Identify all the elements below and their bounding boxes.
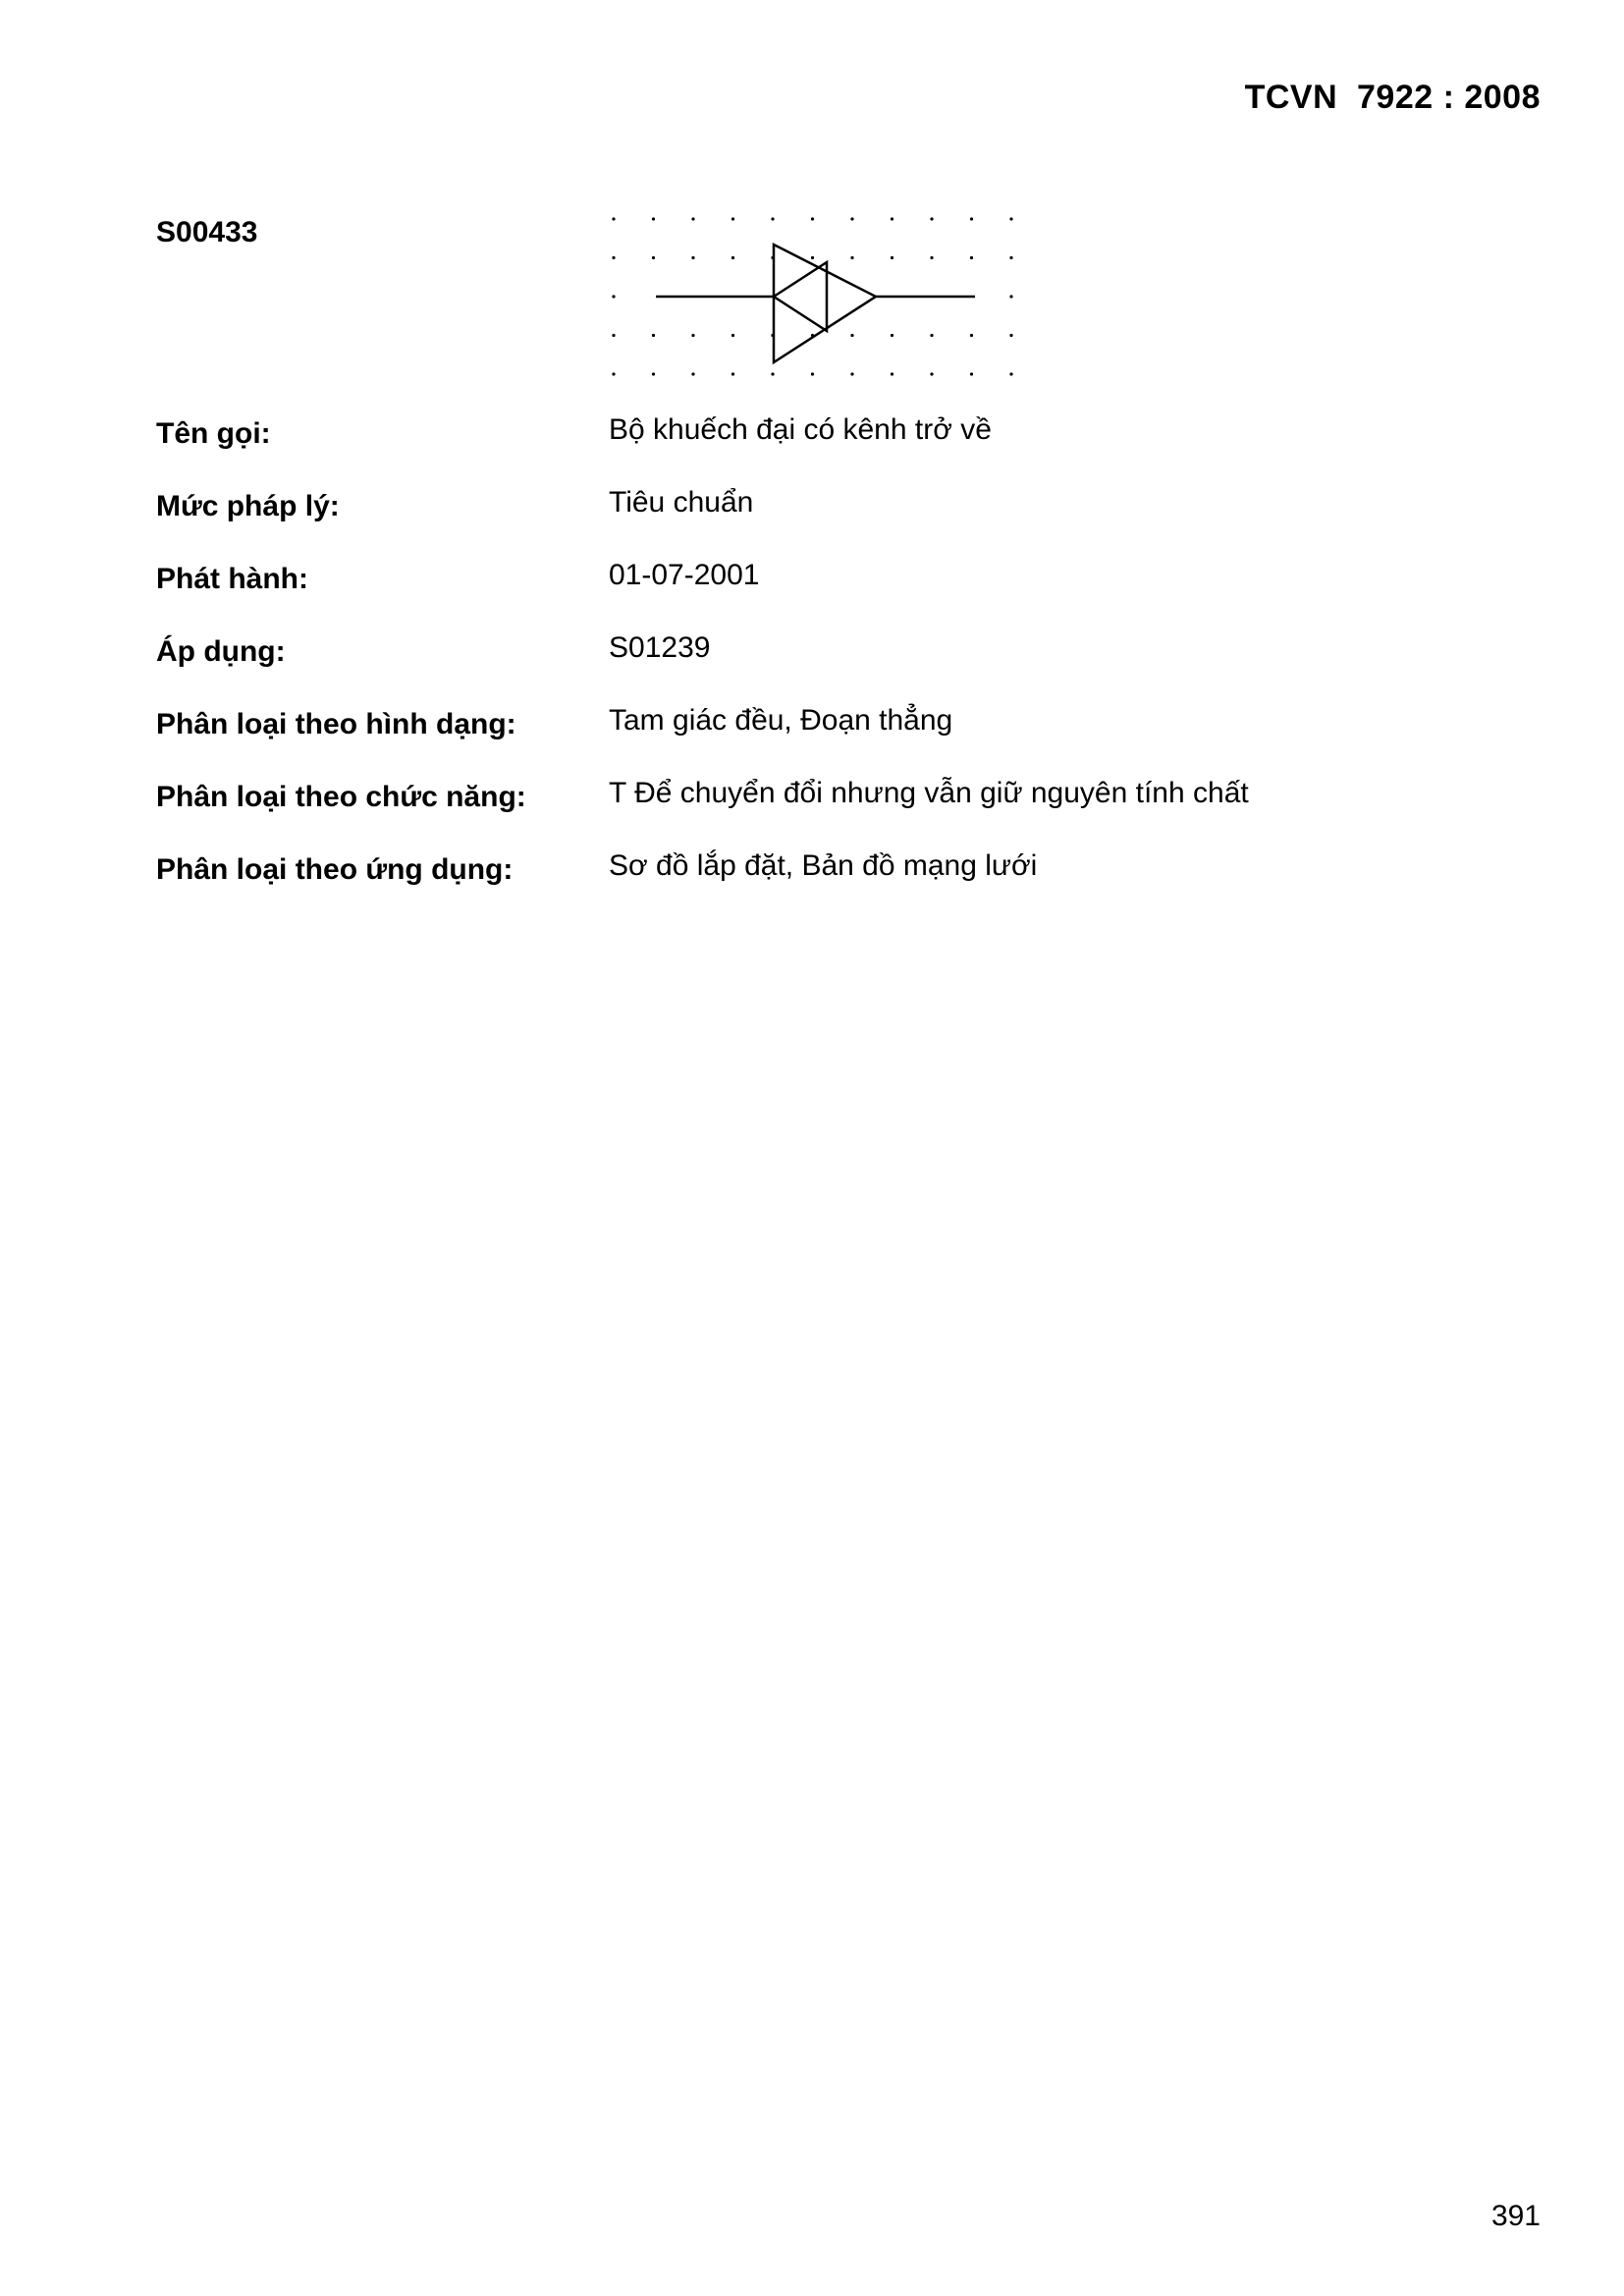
grid-dot bbox=[652, 372, 655, 375]
grid-dot bbox=[930, 217, 933, 220]
grid-dot bbox=[771, 217, 774, 220]
grid-dot bbox=[1009, 217, 1012, 220]
property-value: Sơ đồ lắp đặt, Bản đồ mạng lưới bbox=[609, 849, 1038, 882]
grid-dot bbox=[691, 256, 694, 259]
grid-dot bbox=[1009, 372, 1012, 375]
grid-dot bbox=[731, 334, 734, 337]
property-row bbox=[156, 413, 1433, 490]
amplifier-with-return-channel-icon bbox=[599, 201, 1021, 388]
grid-dot bbox=[731, 372, 734, 375]
grid-dot bbox=[1009, 256, 1012, 259]
property-row bbox=[156, 849, 1433, 926]
grid-dot bbox=[771, 372, 774, 375]
grid-dot bbox=[652, 334, 655, 337]
grid-dot bbox=[691, 334, 694, 337]
property-label: Phân loại theo ứng dụng: bbox=[156, 853, 514, 886]
property-value: T Để chuyển đổi nhưng vẫn giữ nguyên tính chất bbox=[609, 777, 1249, 809]
grid-dot bbox=[691, 372, 694, 375]
grid-dot bbox=[612, 372, 615, 375]
grid-dot bbox=[891, 217, 893, 220]
property-label: Áp dụng: bbox=[156, 635, 286, 668]
grid-dot bbox=[731, 256, 734, 259]
grid-dot bbox=[612, 217, 615, 220]
grid-dot bbox=[891, 256, 893, 259]
grid-dot bbox=[731, 217, 734, 220]
property-row bbox=[156, 777, 1433, 853]
grid-dot bbox=[891, 372, 893, 375]
grid-dot bbox=[970, 256, 973, 259]
grid-dot bbox=[612, 295, 615, 298]
grid-dot bbox=[850, 217, 853, 220]
property-value: 01-07-2001 bbox=[609, 559, 760, 591]
properties-list bbox=[156, 413, 1433, 926]
standard-code: TCVN 7922 : 2008 bbox=[1244, 79, 1541, 116]
grid-dot bbox=[850, 372, 853, 375]
return-triangle bbox=[774, 262, 827, 331]
property-row bbox=[156, 704, 1433, 781]
grid-dot bbox=[850, 256, 853, 259]
grid-dot bbox=[811, 372, 814, 375]
property-label: Phát hành: bbox=[156, 563, 308, 595]
grid-dot bbox=[612, 256, 615, 259]
grid-dot bbox=[612, 334, 615, 337]
grid-dot bbox=[970, 217, 973, 220]
property-label: Tên gọi: bbox=[156, 417, 271, 450]
property-value: S01239 bbox=[609, 631, 711, 664]
grid-dot bbox=[811, 256, 814, 259]
grid-dot bbox=[811, 217, 814, 220]
symbol-code: S00433 bbox=[156, 216, 258, 248]
grid-dot bbox=[970, 334, 973, 337]
property-label: Mức pháp lý: bbox=[156, 490, 340, 522]
page-number: 391 bbox=[1490, 2200, 1541, 2232]
property-value: Tiêu chuẩn bbox=[609, 486, 754, 519]
property-row bbox=[156, 631, 1433, 708]
grid-dot bbox=[850, 334, 853, 337]
grid-dot bbox=[891, 334, 893, 337]
grid-dot bbox=[1009, 334, 1012, 337]
property-row bbox=[156, 559, 1433, 635]
property-label: Phân loại theo chức năng: bbox=[156, 781, 526, 813]
property-label: Phân loại theo hình dạng: bbox=[156, 708, 516, 740]
grid-dot bbox=[930, 334, 933, 337]
grid-dot bbox=[930, 256, 933, 259]
grid-dot bbox=[652, 217, 655, 220]
property-row bbox=[156, 486, 1433, 563]
property-value: Bộ khuếch đại có kênh trở về bbox=[609, 413, 992, 446]
grid-dot bbox=[1009, 295, 1012, 298]
grid-dot bbox=[652, 256, 655, 259]
grid-dot bbox=[691, 217, 694, 220]
property-value: Tam giác đều, Đoạn thẳng bbox=[609, 704, 953, 737]
symbol-drawing bbox=[656, 245, 975, 362]
grid-dot bbox=[930, 372, 933, 375]
grid-dot bbox=[970, 372, 973, 375]
